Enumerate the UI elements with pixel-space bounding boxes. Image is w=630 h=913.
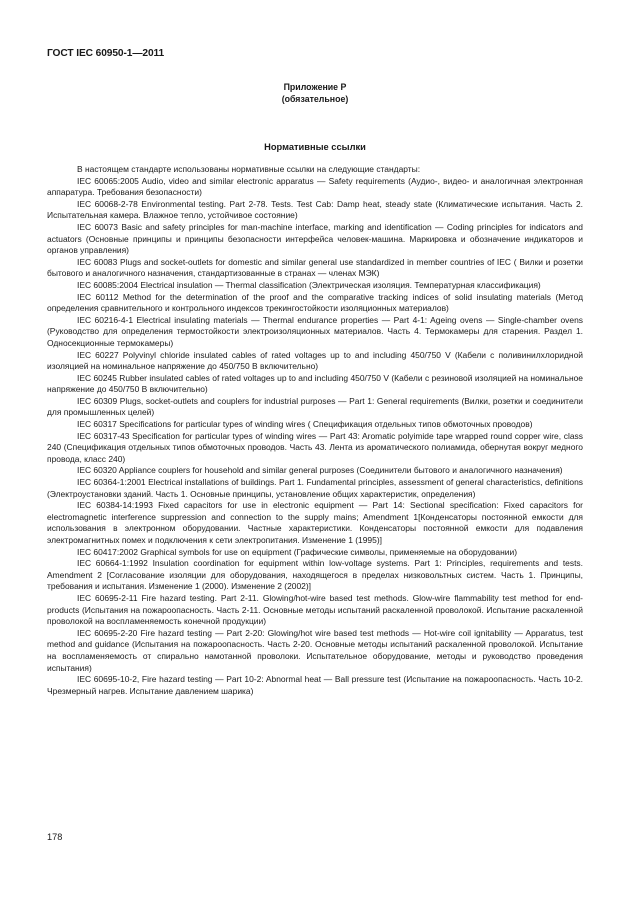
- paragraph: IEC 60083 Plugs and socket-outlets for domestic and similar general use standardized in member countries of IEC ( Вилки и розетки бытового и аналогичного назначения, стандартизованные в странах — членах МЭК): [47, 256, 583, 279]
- references-body: [47, 164, 583, 697]
- paragraph: IEC 60227 Polyvinyl chloride insulated cables of rated voltages up to and including 450/750 V (Кабели с поливинилхлоридной изоляцией на номинальное напряжение до 450/750 В включительно): [47, 349, 583, 372]
- paragraph: IEC 60695-10-2, Fire hazard testing — Part 10-2: Abnormal heat — Ball pressure test (Испытание на пожароопасность. Часть 10-2. Чрезмерный нагрев. Испытание давлением шарика): [47, 674, 583, 696]
- paragraph: IEC 60065:2005 Audio, video and similar electronic apparatus — Safety requirements (Аудио-, видео- и аналогичная электронная аппаратура. Требования безопасности): [47, 175, 583, 198]
- document-code: ГОСТ IEC 60950-1—2011: [47, 48, 165, 59]
- paragraph: IEC 60245 Rubber insulated cables of rated voltages up to and including 450/750 V (Кабели с резиновой изоляцией на номинальное напряжение до 450/750 В включительно): [47, 372, 583, 395]
- paragraph: IEC 60695-2-11 Fire hazard testing. Part 2-11. Glowing/hot-wire based test methods. Glow-wire flammability test method for end-products (Испытания на пожароопасность. Часть 2-11. Основные методы испытаний раскаленной проволокой. Испытание раскаленной проволокой на воспламеняемость конечной продукции): [47, 592, 583, 627]
- paragraph: IEC 60417:2002 Graphical symbols for use on equipment (Графические символы, применяемые на оборудовании): [77, 546, 518, 557]
- page-number: 178: [47, 832, 63, 842]
- section-title: Нормативные ссылки: [264, 142, 366, 152]
- paragraph: IEC 60309 Plugs, socket-outlets and couplers for industrial purposes — Part 1: General requirements (Вилки, розетки и соединители для промышленных целей): [47, 395, 583, 418]
- paragraph: IEC 60384-14:1993 Fixed capacitors for use in electronic equipment — Part 14: Sectional specification: Fixed capacitors for electromagnetic interference suppression and connection to the supply mains; Amendment 1[Конденсаторы постоянной емкости для использования в электронном оборудовании. Частные характеристики. Конденсаторы постоянной емкости для подавления электромагнитных помех и подключения к сети электропитания. Изменение 1 (1995)]: [47, 500, 583, 545]
- paragraph: IEC 60112 Method for the determination of the proof and the comparative tracking indices of solid insulating materials (Метод определения сравнительного и контрольного индексов трекингостойкости изоляционных материалов): [47, 291, 583, 314]
- paragraph: IEC 60320 Appliance couplers for household and similar general purposes (Соединители бытового и аналогичного назначения): [77, 465, 563, 476]
- paragraph: IEC 60317 Specifications for particular types of winding wires ( Спецификация отдельных типов обмоточных проводов): [77, 419, 533, 430]
- paragraph: IEC 60085:2004 Electrical insulation — Thermal classification (Электрическая изоляция. Температурная классификация): [77, 279, 541, 290]
- paragraph: IEC 60073 Basic and safety principles for man-machine interface, marking and identification — Coding principles for indicators and actuators (Основные принципы и принципы безопасности интерфейса человек-машина. Маркировка и обозначение индикаторов и органов управления): [47, 221, 583, 256]
- paragraph: IEC 60695-2-20 Fire hazard testing — Part 2-20: Glowing/hot wire based test methods — Hot-wire coil ignitability — Apparatus, test method and guidance (Испытания на пожароопасность. Часть 2-20. Основные методы испытаний раскаленной проволокой. Испытание на воспламеняемость от спирально намотанной проволоки. Испытательное оборудование, методы и руководство проведения испытания): [47, 627, 583, 673]
- annex-status: (обязательное): [281, 94, 349, 104]
- annex-heading: [0, 81, 630, 105]
- annex-title: Приложение Р: [283, 82, 347, 92]
- paragraph: IEC 60216-4-1 Electrical insulating materials — Thermal endurance properties — Part 4-1: Ageing ovens — Single-chamber ovens (Руководство для определения термостойкости электроизоляционных материалов. Часть 4. Термокамеры для старения. Раздел 1. Односекционные термокамеры): [47, 314, 583, 348]
- paragraph: IEC 60364-1:2001 Electrical installations of buildings. Part 1. Fundamental principles, assessment of general characteristics, definitions (Электроустановки зданий. Часть 1. Основные принципы, установление общих характеристик, определения): [47, 477, 583, 499]
- paragraph: IEC 60317-43 Specification for particular types of winding wires — Part 43: Aromatic polyimide tape wrapped round copper wire, class 240 (Спецификация отдельных типов обмоточных проводов. Часть 43. Лента из ароматического полиамида, обернутая вокруг медного провода, класс 240): [47, 430, 583, 464]
- paragraph: IEC 60664-1:1992 Insulation coordination for equipment within low-voltage systems. Part 1: Principles, requirements and tests. Amendment 2 [Согласование изоляции для оборудования, находящегося в пределах низковольтных систем. Часть 1. Принципы, требования и испытания. Изменение 1 (2000). Изменение 2 (2002)]: [47, 558, 583, 592]
- paragraph: IEC 60068-2-78 Environmental testing. Part 2-78. Tests. Test Cab: Damp heat, steady state (Климатические испытания. Часть 2. Испытательная камера. Влажное тепло, устойчивое состояние): [47, 198, 583, 221]
- paragraph: В настоящем стандарте использованы нормативные ссылки на следующие стандарты:: [77, 164, 421, 174]
